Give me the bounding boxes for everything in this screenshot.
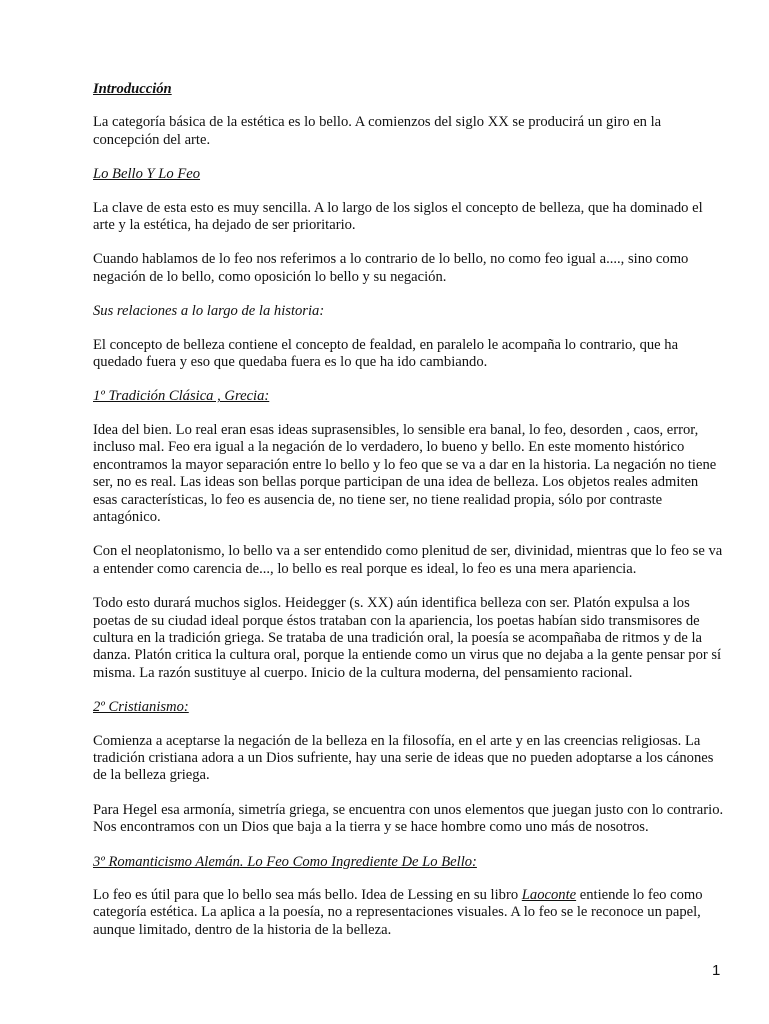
section-heading-romanticismo: 3º Romanticismo Alemán. Lo Feo Como Ingrediente De Lo Bello: — [93, 853, 477, 870]
document-title: Introducción — [93, 81, 172, 97]
paragraph: Cuando hablamos de lo feo nos referimos a lo contrario de lo bello, no como feo igual a...., sino como negación de lo bello, como oposición lo bello y su negación. — [93, 251, 689, 285]
paragraph: La clave de esta esto es muy sencilla. A lo largo de los siglos el concepto de belleza, que ha dominado el arte y la estética, ha dejado de ser prioritario. — [93, 199, 703, 234]
paragraph: Todo esto durará muchos siglos. Heidegger (s. XX) aún identifica belleza con ser. Platón expulsa a los poetas de su ciudad ideal porque éstos trataban con la apariencia, los poetas habían sido transmisores de cultura en la tradición griega. Se trataba de una tradición oral, la poesía se acompañaba de ritmos y de la danza. Platón critica la cultura oral, porque la entiende como un virus que no dejaba a la gente pensar por sí misma. La razón sustituye al cuerpo. Inicio de la cultura moderna, del pensamiento racional. — [93, 595, 722, 681]
paragraph: Con el neoplatonismo, lo bello va a ser entendido como plenitud de ser, divinidad, mientras que lo feo se va a entender como carencia de..., lo bello es real porque es ideal, lo feo es una mera apariencia. — [93, 543, 723, 577]
section-heading-tradicion-clasica: 1º Tradición Clásica , Grecia: — [93, 388, 270, 405]
section-heading-lo-bello-y-lo-feo: Lo Bello Y Lo Feo — [93, 166, 201, 183]
section-heading-cristianismo: 2º Cristianismo: — [93, 699, 189, 716]
text-span: Lo feo es útil para que lo bello sea más bello. Idea de Lessing en su libro — [93, 887, 522, 903]
paragraph: Para Hegel esa armonía, simetría griega, se encuentra con unos elementos que juegan justo con lo contrario. Nos encontramos con un Dios que baja a la tierra y se hace hombre como uno más de nosotros. — [93, 801, 724, 836]
book-title-laoconte: Laoconte — [521, 887, 577, 903]
paragraph: El concepto de belleza contiene el concepto de fealdad, en paralelo le acompaña lo contrario, que ha quedado fuera y eso que quedaba fuera es lo que ha ido cambiando. — [93, 336, 679, 371]
paragraph: Comienza a aceptarse la negación de la belleza en la filosofía, en el arte y en las creencias religiosas. La tradición cristiana adora a un Dios sufriente, hay una serie de ideas que no pueden adoptarse a los cánones de la belleza griega. — [93, 732, 714, 784]
intro-paragraph: La categoría básica de la estética es lo bello. A comienzos del siglo XX se producirá un giro en la concepción del arte. — [93, 114, 662, 148]
section-heading-relaciones: Sus relaciones a lo largo de la historia: — [93, 303, 325, 320]
paragraph-lessing — [93, 887, 725, 939]
text-span: entiende lo feo como categoría estética. La aplica a la poesía, no a representaciones visuales. A lo feo se le reconoce un papel, aunque limitado, dentro de la historia de la belleza. — [93, 887, 703, 938]
document-page — [93, 81, 725, 956]
page-number: 1 — [712, 962, 721, 979]
paragraph: Idea del bien. Lo real eran esas ideas suprasensibles, lo sensible era banal, lo feo, desorden , caos, error, incluso mal. Feo era igual a la negación de lo verdadero, lo bueno y bello. En este momento histórico encontramos la mayor separación entre lo bello y lo feo que se va a dar en la historia. La negación no tiene ser, no es real. Las ideas son bellas porque participan de una idea de belleza. Los objetos reales admiten esas características, lo feo es ausencia de, no tiene ser, no tiene realidad propia, sólo por contraste antagónico. — [93, 421, 717, 525]
